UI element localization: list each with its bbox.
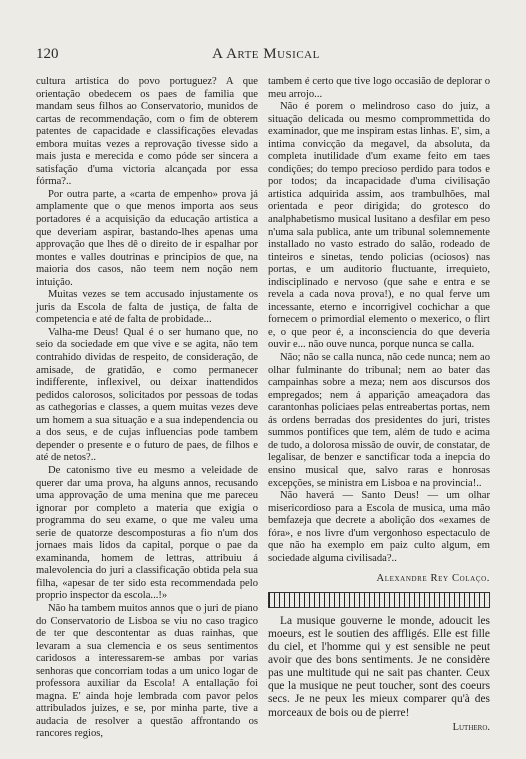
paragraph: Não haverá — Santo Deus! — um olhar misericordioso para a Escola de musica, uma mão bemfazeja que decrete a abolição dos «exames de fóra», e nos livre d'um vergonhoso espectaculo de que não ha exemplo em paiz culto algum, em sociedade alguma civilisada?.. xyxy=(268,490,490,564)
paragraph: Não é porem o melindroso caso do juiz, a situação delicada ou mesmo comprommettida do examinador, que me inspiram estas linhas. E', sim, a intima convicção da megavel, da absoluta, da completa inutilidade d'um exame feito em taes condições; do tempo precioso perdido para todos e por todos; da incapacidade d'uma civilisação artistica adquirida assim, aos trambulhões, mal orientada e peor dirigida; do grotesco do analphabetismo musical lusitano a desfilar em peso n'uma sala publica, ante um tribunal solemnemente installado no vasto estrado do salão, rodeado de tinteiros e sinetas, tendo policias (ociosos) nas portas, e um auditorio fluctuante, irrequieto, indisciplinado e nervoso (que sahe e entra e se revela a cada nova prova!), e no qual ferve um incessante, eterno e incorrigivel cochichar a que fornecem o primordial elemento o mexerico, o flirt e, o que peor é, a inconsciencia do que deveria ouvir e... não ouve nunca, porque nunca se calla. xyxy=(268,101,490,351)
running-title: A Arte Musical xyxy=(212,46,320,62)
paragraph: De catonismo tive eu mesmo a veleidade de querer dar uma prova, ha alguns annos, recusando uma approvação de uma menina que me pareceu ignorar por completo a materia que exigia o programma do seu exame, o que me valeu uma serie de quatorze descomposturas a fio n'um dos jornaes mais lidos da capital, porque o pae da examinanda, homem de lettras, attribuiu á malevolencia do juri a classificação obtida pela sua filha, «apesar de ter sido esta recommendada pelo proprio inspector da escola...!» xyxy=(36,464,258,602)
quote-text: La musique gouverne le monde, adoucit les moeurs, est le soutien des affligés. Elle est fille du ciel, et l'homme qui y est sensible ne peut avoir que des bons sentiments. Je ne considère pas une multitude qui ne sait pas chanter. Ceux que la musique ne peut toucher, sont des coeurs secs. Je ne peux les mieux comparer qu'à des morceaux de bois ou de pierre! xyxy=(268,614,490,719)
paragraph: cultura artistica do povo portuguez? A que orientação obedecem os paes de familia que mandam seus filhos ao Conservatorio, munidos de cartas de recommendação, com o fim de obterem patentes de capacidade e classificações elevadas embora muitas vezes a reprovação tivesse sido a mais justa e merecida e como póde ser sincera a satisfação d'uma victoria alcançada por essa fórma?.. xyxy=(36,76,258,188)
paragraph: Valha-me Deus! Qual é o ser humano que, no seio da sociedade em que vive e se agita, não tem contrahido dividas de respeito, de consideração, de amisade, de gratidão, e como permanecer indifferente, inflexivel, ou deixar inattendidos pedidos calorosos, solicitados por pessoas de todas as cathegorias e classes, a quem muitas vezes deve um homem a sua situação e a sua independencia ou a dos seus, e de cujas influencias pode tambem depender o presente e o futuro de paes, de filhos e até de netos?.. xyxy=(36,326,258,464)
decorative-divider xyxy=(268,592,490,608)
paragraph: Não ha tambem muitos annos que o juri de piano do Conservatorio de Lisboa se viu no caso tragico de ter que descontentar as duas rainhas, que levaram a sua clemencia e os seus sentimentos caridosos a interessarem-se ambas por varias senhoras que concorriam todas a um unico logar de professora auxiliar da Escola! A entallação foi magna. E' ainda hoje lembrada com pavor pelos attribulados juizes, e se, por minha parte, tive a audacia de resolver a questão affrontando os rancores regios, xyxy=(36,602,258,740)
quote-block xyxy=(268,615,490,734)
page-header xyxy=(36,46,496,68)
right-column xyxy=(268,76,490,734)
left-column xyxy=(36,76,258,741)
author-signature: Alexandre Rey Colaço. xyxy=(376,573,490,585)
paragraph: tambem é certo que tive logo occasião de deplorar o meu arrojo... xyxy=(268,76,490,100)
paragraph: Não; não se calla nunca, não cede nunca; nem ao olhar fulminante do tribunal; nem ao bater das campainhas sobre a meza; nem aos discursos dos empregados; nem á apparição ameaçadora das carantonhas policiaes pelas entreabertas portas, nem ás ordens berradas dos presidentes do juri, tristes summos pontifices que tem, além de tudo e acima de tudo, a dolorosa missão de ouvir, de constatar, de legalisar, de benzer e sanctificar toda a inepcia do ensino musical que, salvo raras e honrosas excepções, se ministra em Lisboa e na provincia!.. xyxy=(268,352,490,489)
paragraph: Muitas vezes se tem accusado injustamente os juris da Escola de falta de justiça, de falta de competencia e até de falta de probidade... xyxy=(36,289,258,326)
page-number: 120 xyxy=(36,46,59,62)
paragraph: Por outra parte, a «carta de empenho» prova já amplamente que o que menos importa aos seus portadores é a acquisição da educação artistica a que deveriam aspirar, bastando-lhes apenas uma approvação que lhes dê o direito de ir espalhar por montes e valles doutrinas e principios de que, na maioria dos casos, não teem nem noção nem intuição. xyxy=(36,188,258,288)
quote-author: Luthero. xyxy=(452,721,490,733)
